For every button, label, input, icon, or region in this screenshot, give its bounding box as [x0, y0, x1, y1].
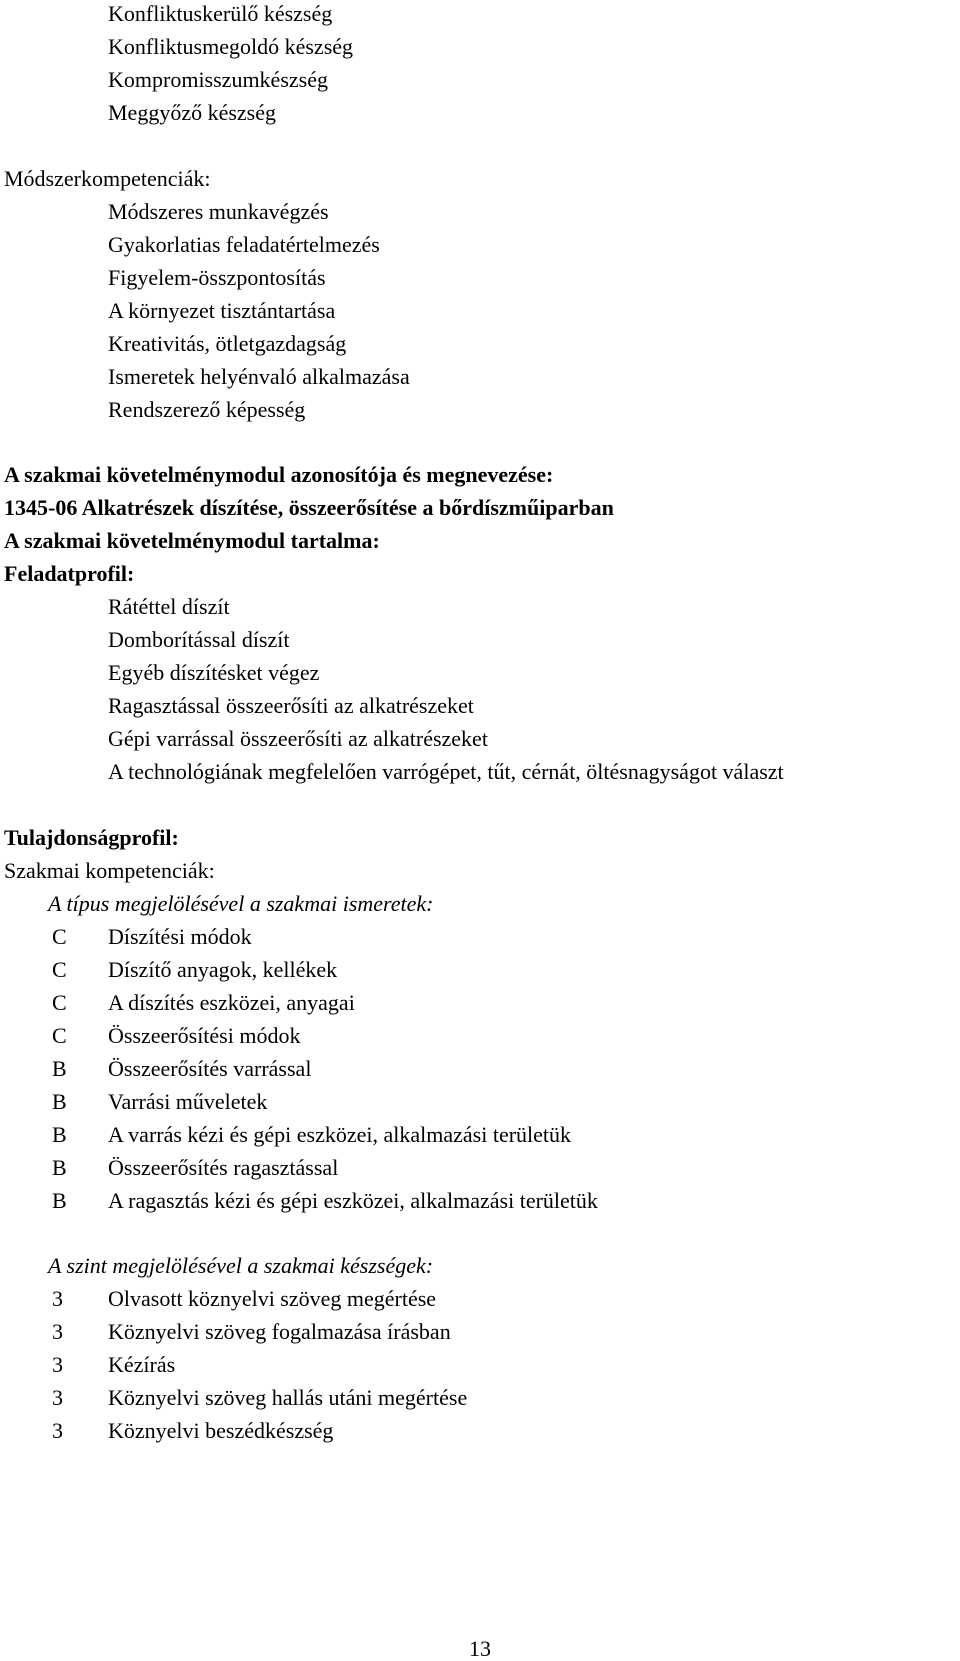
- intro-item: Konfliktusmegoldó készség: [108, 34, 354, 59]
- skill-item: Köznyelvi szöveg fogalmazása írásban: [108, 1319, 451, 1344]
- knowledge-item: Összeerősítés ragasztással: [108, 1155, 339, 1180]
- module-content-heading: A szakmai követelménymodul tartalma:: [4, 528, 380, 553]
- task-profile-heading: Feladatprofil:: [4, 561, 135, 586]
- intro-item: Konfliktuskerülő készség: [108, 1, 333, 26]
- knowledge-item: A díszítés eszközei, anyagai: [108, 990, 355, 1015]
- skill-item: Köznyelvi szöveg hallás utáni megértése: [108, 1385, 468, 1410]
- method-item: Rendszerező képesség: [108, 397, 306, 422]
- professional-competencies-heading: Szakmai kompetenciák:: [4, 858, 215, 883]
- skill-level: 3: [52, 1385, 63, 1410]
- skill-item: Kézírás: [108, 1352, 176, 1377]
- knowledge-code: B: [52, 1056, 67, 1081]
- task-item: Domborítással díszít: [108, 627, 290, 652]
- skill-level: 3: [52, 1286, 63, 1311]
- knowledge-code: C: [52, 924, 67, 949]
- method-item: Módszeres munkavégzés: [108, 199, 329, 224]
- knowledge-item: A varrás kézi és gépi eszközei, alkalmazási területük: [108, 1122, 572, 1147]
- method-heading: Módszerkompetenciák:: [4, 166, 211, 191]
- method-item: Figyelem-összpontosítás: [108, 265, 326, 290]
- skill-level: 3: [52, 1352, 63, 1377]
- knowledge-code: B: [52, 1188, 67, 1213]
- method-item: Gyakorlatias feladatértelmezés: [108, 232, 380, 257]
- skills-heading: A szint megjelölésével a szakmai készségek:: [48, 1253, 434, 1278]
- module-id-heading: A szakmai követelménymodul azonosítója és megnevezése:: [4, 462, 554, 487]
- knowledge-code: C: [52, 957, 67, 982]
- task-item: Gépi varrással összeerősíti az alkatrészeket: [108, 726, 488, 751]
- knowledge-item: Összeerősítés varrással: [108, 1056, 312, 1081]
- knowledge-code: C: [52, 990, 67, 1015]
- page-number: 13: [469, 1636, 491, 1661]
- module-id-line: 1345-06 Alkatrészek díszítése, összeerősítése a bőrdíszműiparban: [4, 495, 614, 520]
- task-item: A technológiának megfelelően varrógépet, tűt, cérnát, öltésnagyságot választ: [108, 759, 784, 784]
- task-item: Egyéb díszítésket végez: [108, 660, 320, 685]
- knowledge-code: C: [52, 1023, 67, 1048]
- skill-item: Olvasott köznyelvi szöveg megértése: [108, 1286, 437, 1311]
- knowledge-heading: A típus megjelölésével a szakmai ismeretek:: [48, 891, 434, 916]
- method-item: Ismeretek helyénvaló alkalmazása: [108, 364, 410, 389]
- knowledge-code: B: [52, 1122, 67, 1147]
- intro-item: Meggyőző készség: [108, 100, 277, 125]
- knowledge-code: B: [52, 1089, 67, 1114]
- knowledge-code: B: [52, 1155, 67, 1180]
- task-item: Rátéttel díszít: [108, 594, 230, 619]
- knowledge-item: Összeerősítési módok: [108, 1023, 301, 1048]
- knowledge-item: Díszítő anyagok, kellékek: [108, 957, 338, 982]
- knowledge-item: Varrási műveletek: [108, 1089, 268, 1114]
- method-item: Kreativitás, ötletgazdagság: [108, 331, 347, 356]
- intro-item: Kompromisszumkészség: [108, 67, 328, 92]
- property-profile-heading: Tulajdonságprofil:: [4, 825, 179, 850]
- knowledge-item: A ragasztás kézi és gépi eszközei, alkalmazási területük: [108, 1188, 598, 1213]
- knowledge-item: Díszítési módok: [108, 924, 252, 949]
- skill-level: 3: [52, 1418, 63, 1443]
- method-item: A környezet tisztántartása: [108, 298, 336, 323]
- skill-level: 3: [52, 1319, 63, 1344]
- skill-item: Köznyelvi beszédkészség: [108, 1418, 334, 1443]
- task-item: Ragasztással összeerősíti az alkatrészeket: [108, 693, 474, 718]
